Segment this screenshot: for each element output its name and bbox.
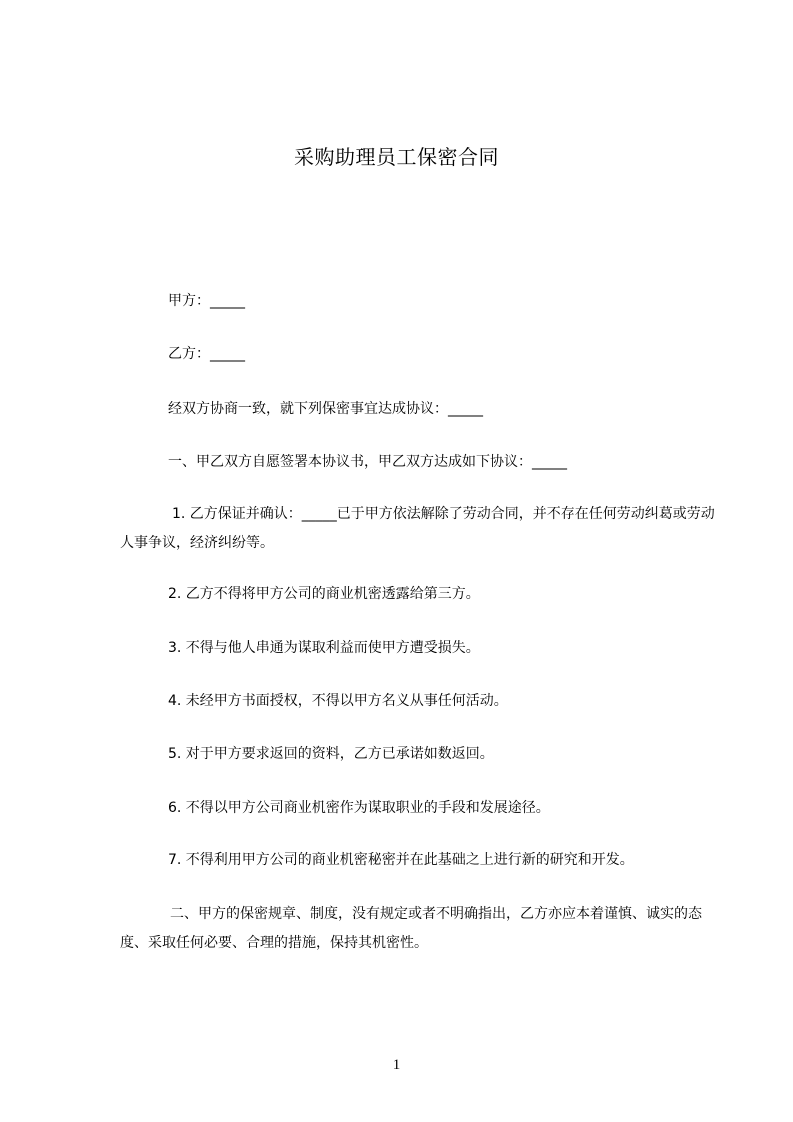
section-1-heading: 一、甲乙双方自愿签署本协议书，甲乙双方达成如下协议：_____ (168, 454, 567, 470)
agreement-intro: 经双方协商一致，就下列保密事宜达成协议：_____ (168, 401, 483, 417)
party-b-line: 乙方：_____ (168, 346, 245, 362)
clause-1: 1. 乙方保证并确认：_____已于甲方依法解除了劳动合同，并不存在任何劳动纠葛或劳动人事争议，经济纠纷等。 (120, 506, 715, 551)
clause-4: 4. 未经甲方书面授权，不得以甲方名义从事任何活动。 (168, 693, 508, 709)
clause-5: 5. 对于甲方要求返回的资料，乙方已承诺如数返回。 (168, 746, 494, 762)
section-2-paragraph: 二、甲方的保密规章、制度，没有规定或者不明确指出，乙方亦应本着谨慎、诚实的态度、采取任何必要、合理的措施，保持其机密性。 (120, 906, 702, 951)
party-a-line: 甲方：_____ (168, 293, 245, 309)
clause-7: 7. 不得利用甲方公司的商业机密秘密并在此基础之上进行新的研究和开发。 (168, 852, 634, 868)
document-title: 采购助理员工保密合同 (294, 145, 499, 169)
clause-3: 3. 不得与他人串通为谋取利益而使甲方遭受损失。 (168, 640, 480, 656)
clause-6: 6. 不得以甲方公司商业机密作为谋取职业的手段和发展途径。 (168, 800, 550, 816)
clause-2: 2. 乙方不得将甲方公司的商业机密透露给第三方。 (168, 586, 480, 602)
page-number: 1 (392, 1057, 401, 1073)
